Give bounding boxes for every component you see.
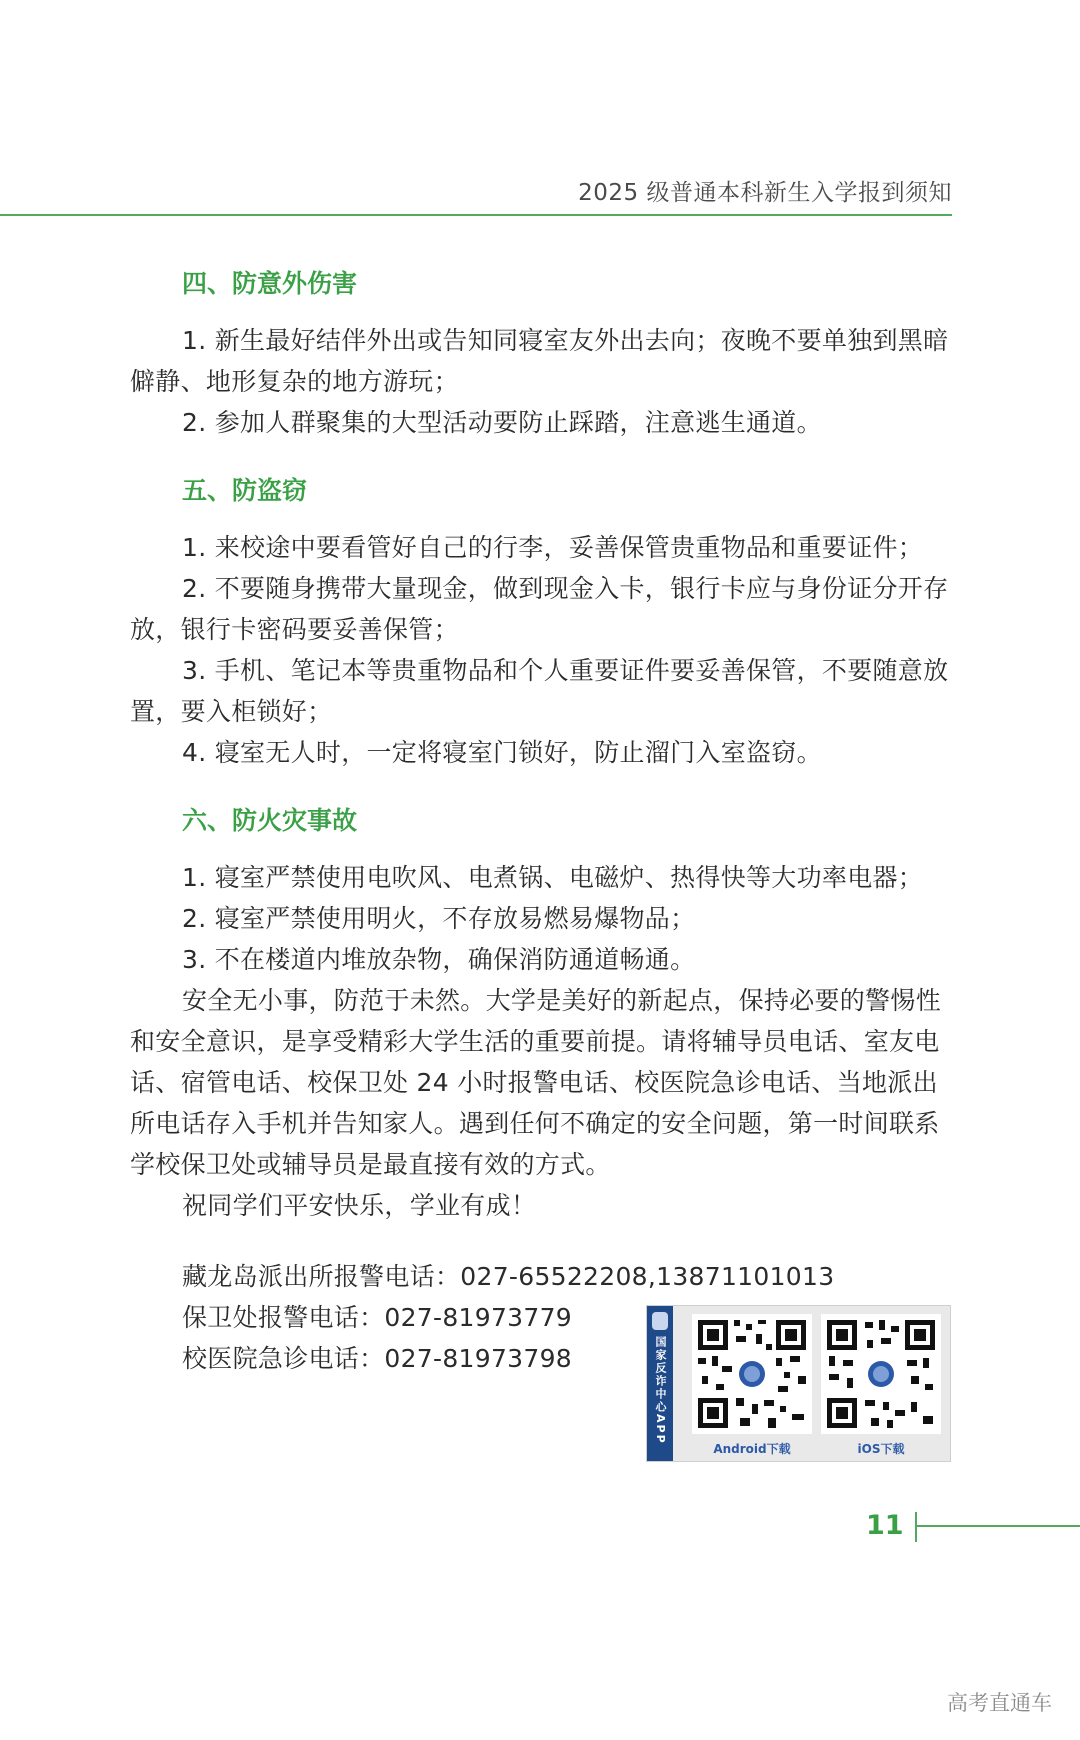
contact-line: 保卫处报警电话：027-81973779: [182, 1303, 572, 1332]
android-download-label: Android下载: [713, 1442, 791, 1456]
paragraph: 2. 不要随身携带大量现金，做到现金入卡，银行卡应与身份证分开存放，银行卡密码要妥善保管；: [130, 574, 949, 644]
watermark: 高考直通车: [947, 1691, 1052, 1715]
paragraph: 1. 新生最好结伴外出或告知同寝室友外出去向；夜晚不要单独到黑暗僻静、地形复杂的地方游玩；: [130, 326, 949, 396]
paragraph: 4. 寝室无人时，一定将寝室门锁好，防止溜门入室盗窃。: [182, 738, 822, 767]
paragraph: 2. 寝室严禁使用明火，不存放易燃易爆物品；: [182, 904, 696, 933]
running-header-title: 2025 级普通本科新生入学报到须知: [578, 180, 952, 206]
page-content: [130, 266, 952, 1379]
contact-line: 藏龙岛派出所报警电话：027-65522208,13871101013: [182, 1262, 835, 1291]
page-number-divider: [915, 1512, 917, 1542]
paragraph: 2. 参加人群聚集的大型活动要防止踩踏，注意逃生通道。: [182, 408, 822, 437]
page-number: 11: [866, 1510, 904, 1541]
paragraph: 1. 来校途中要看管好自己的行李，妥善保管贵重物品和重要证件；: [182, 533, 924, 562]
ios-qr-code[interactable]: [821, 1314, 941, 1434]
paragraph: 1. 寝室严禁使用电吹风、电煮锅、电磁炉、热得快等大功率电器；: [182, 863, 924, 892]
app-name: 国家反诈中心APP: [654, 1336, 667, 1445]
android-qr-code[interactable]: [692, 1314, 812, 1434]
section-accident-prevention: [130, 266, 952, 443]
ios-download-label: iOS下载: [857, 1442, 905, 1456]
section-title: 四、防意外伤害: [182, 269, 358, 298]
header-rule: [0, 214, 952, 216]
paragraph: 安全无小事，防范于未然。大学是美好的新起点，保持必要的警惕性和安全意识，是享受精彩大学生活的重要前提。请将辅导员电话、室友电话、宿管电话、校保卫处 24 小时报警电话、校医院急诊电话、当地派出所电话存入手机并告知家人。遇到任何不确定的安全问题，第一时间联系学校保卫处或辅导员是最直接有效的方式。: [130, 986, 942, 1179]
section-theft-prevention: [130, 473, 952, 773]
section-fire-prevention: [130, 803, 952, 1226]
paragraph: 3. 不在楼道内堆放杂物，确保消防通道畅通。: [182, 945, 696, 974]
police-emblem-icon: [652, 1312, 668, 1330]
contact-line: 校医院急诊电话：027-81973798: [182, 1344, 572, 1373]
paragraph: 祝同学们平安快乐，学业有成！: [182, 1191, 537, 1220]
app-brand-strip: [647, 1306, 673, 1461]
section-title: 六、防火灾事故: [182, 806, 358, 835]
paragraph: 3. 手机、笔记本等贵重物品和个人重要证件要妥善保管，不要随意放置，要入柜锁好；: [130, 656, 949, 726]
footer-rule: [915, 1525, 1080, 1527]
anti-fraud-app-qr-panel: [646, 1305, 951, 1462]
section-title: 五、防盗窃: [182, 476, 308, 505]
